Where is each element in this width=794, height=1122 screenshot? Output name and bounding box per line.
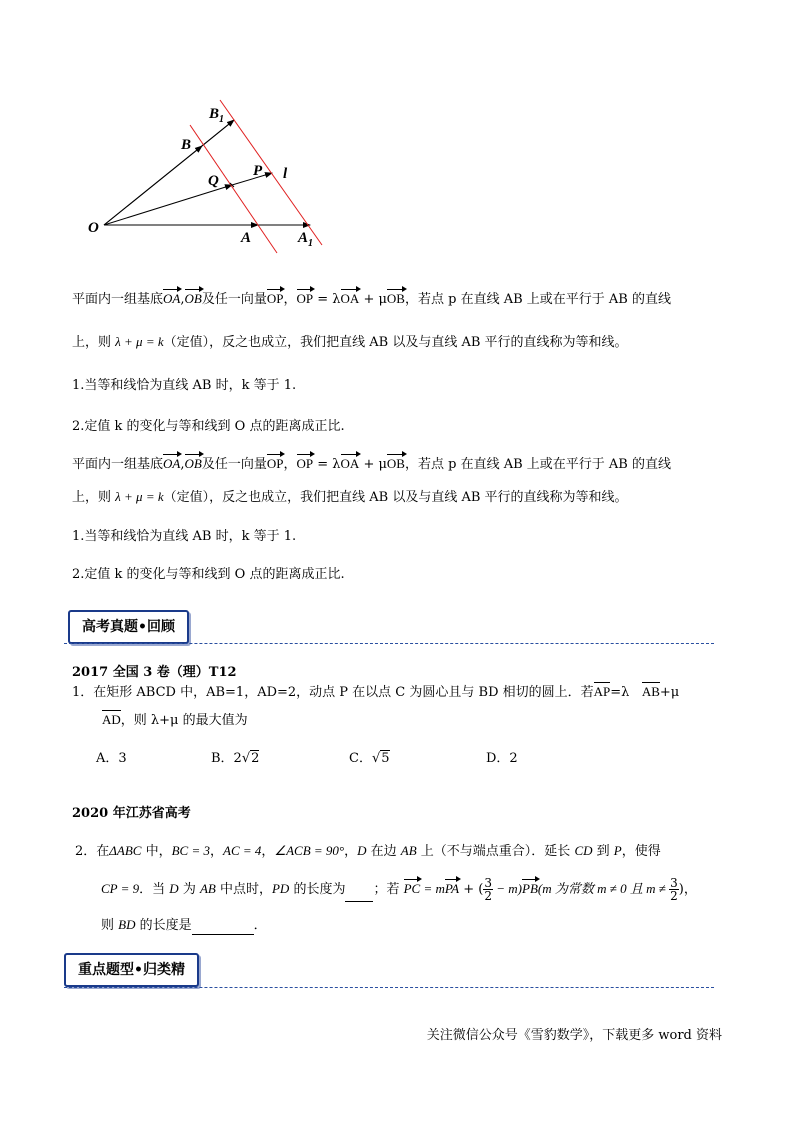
q1-option-d: D．2 bbox=[486, 751, 518, 766]
answer-blank-2[interactable] bbox=[192, 920, 254, 935]
q2-line1: 2．在ΔABC 中，BC = 3，AC = 4，∠ACB = 90°，D 在边 AB 上（不与端点重合）．延长 CD 到 P，使得 bbox=[75, 843, 661, 859]
footer-text: 关注微信公众号《雪豹数学》，下载更多 word 资料 bbox=[426, 1028, 722, 1043]
label-o: O bbox=[88, 220, 99, 236]
vector-diagram bbox=[82, 95, 332, 255]
q2-source: 2020 年江苏省高考 bbox=[72, 806, 191, 821]
q1-option-c: C．√5 bbox=[349, 751, 390, 766]
q1-option-b: B．2√2 bbox=[211, 751, 260, 766]
q1-line2: AD，则 λ+μ 的最大值为 bbox=[102, 712, 248, 728]
vector-ob bbox=[104, 146, 202, 225]
q2-line2: CP = 9．当 D 为 AB 中点时，PD 的长度为 ；若 PC = mPA + ( $\frac{3}{2}$ − m)PB(m 为常数 m ≠ 0 且 m ≠ $\frac{3}{2}$ )， bbox=[101, 876, 697, 903]
para1-line2: 上，则 λ + μ = k（定值），反之也成立，我们把直线 AB 以及与直线 AB 平行的直线称为等和线。 bbox=[72, 334, 628, 350]
para2-line2: 上，则 λ + μ = k（定值），反之也成立，我们把直线 AB 以及与直线 AB 平行的直线称为等和线。 bbox=[72, 489, 628, 505]
fraction-three-halves-2: $\frac{3}{2}$ bbox=[670, 876, 678, 903]
q1-line1: 1．在矩形 ABCD 中，AB=1，AD=2，动点 P 在以点 C 为圆心且与 BD 相切的圆上．若AP=λ AB+μ bbox=[72, 684, 680, 700]
label-b: B bbox=[181, 137, 192, 153]
label-a: A bbox=[241, 230, 252, 246]
label-a1: $A_1$ bbox=[298, 230, 314, 249]
section-divider-1 bbox=[64, 643, 714, 644]
section-header-review: 高考真题•回顾 bbox=[68, 610, 189, 644]
vector-op bbox=[232, 173, 272, 185]
fraction-three-halves: $\frac{3}{2}$ bbox=[484, 876, 492, 903]
point1-repeat: 1.当等和线恰为直线 AB 时，k 等于 1. bbox=[72, 529, 297, 544]
q1-source: 2017 全国 3 卷（理）T12 bbox=[72, 665, 237, 680]
section-header-key-types: 重点题型•归类精 bbox=[64, 953, 199, 987]
answer-blank-1[interactable] bbox=[345, 887, 373, 902]
section-divider-2 bbox=[64, 987, 714, 988]
line-l bbox=[220, 100, 322, 245]
para1-line1: 平面内一组基底OA,OB及任一向量OP，OP = λOA + μOB，若点 p 在直线 AB 上或在平行于 AB 的直线 bbox=[72, 291, 671, 307]
label-b1: $B_1$ bbox=[209, 106, 225, 125]
label-q: Q bbox=[208, 173, 219, 189]
point2-repeat: 2.定值 k 的变化与等和线到 O 点的距离成正比. bbox=[72, 567, 345, 582]
label-l: l bbox=[283, 166, 288, 182]
label-p: P bbox=[253, 163, 263, 179]
point2: 2.定值 k 的变化与等和线到 O 点的距离成正比. bbox=[72, 419, 345, 434]
q1-option-a: A．3 bbox=[96, 751, 127, 766]
line-ab bbox=[190, 125, 277, 253]
point1: 1.当等和线恰为直线 AB 时，k 等于 1. bbox=[72, 378, 297, 393]
vector-oq bbox=[104, 185, 232, 225]
q2-line3: 则 BD 的长度是 ． bbox=[101, 917, 267, 933]
para2-line1: 平面内一组基底OA,OB及任一向量OP，OP = λOA + μOB，若点 p 在直线 AB 上或在平行于 AB 的直线 bbox=[72, 456, 671, 472]
